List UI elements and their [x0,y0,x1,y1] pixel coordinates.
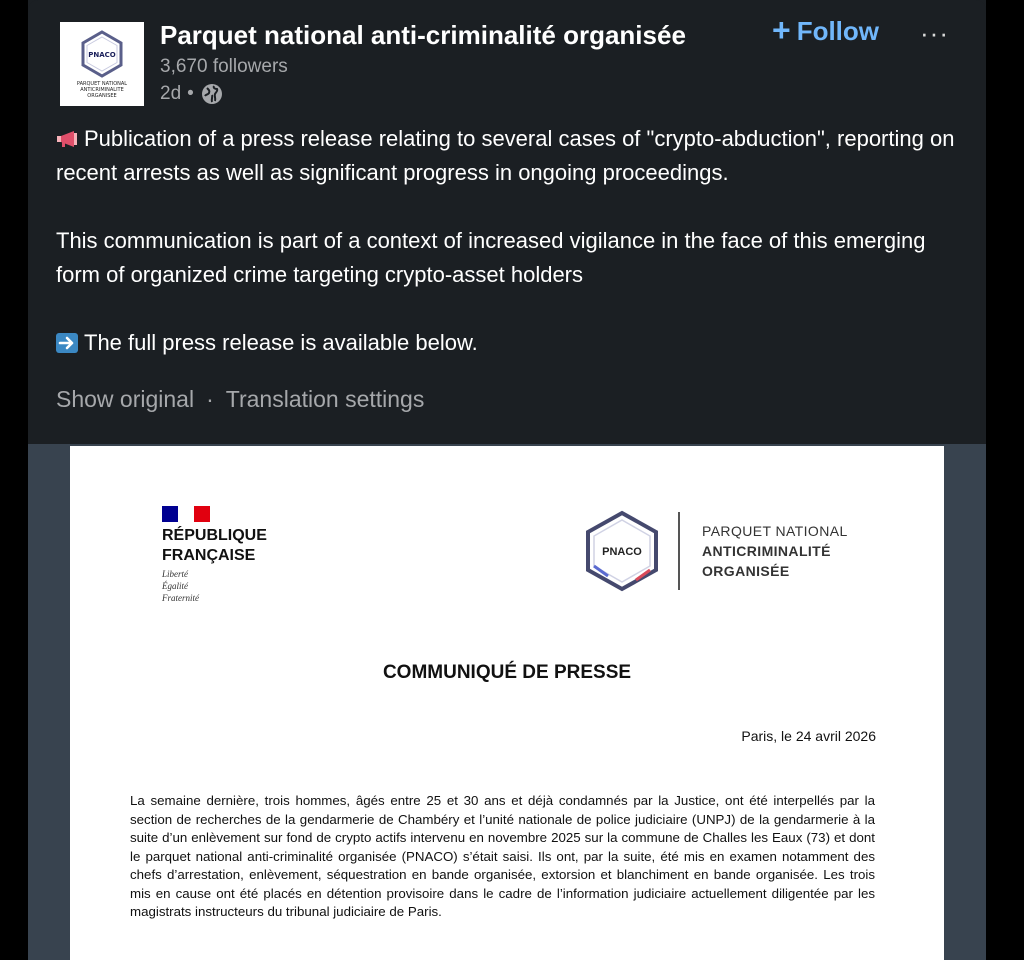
post-paragraph-3 [56,326,956,360]
megaphone-icon [56,129,78,149]
republique-francaise-logo [162,506,267,604]
press-release-title: COMMUNIQUÉ DE PRESSE [382,662,632,683]
republic-motto: Liberté Égalité Fraternité [162,569,199,603]
follow-label: Follow [796,16,880,46]
post-paragraph-1 [56,122,956,190]
post-time: 2d [160,83,182,104]
follow-button[interactable] [772,12,880,48]
press-release-body: La semaine dernière, trois hommes, âgés entre 25 et 30 ans et déjà condamnés par la Justice, ont été interpellés par la section de recherches de la gendarmerie de Chambéry et l’unité nationale de police judiciaire (UNPJ) de la gendarmerie à la suite d’un enlèvement sur fond de crypto actifs intervenu en novembre 2025 sur la commune de Challes les Eaux (73) et dont le parquet national anti-criminalité organisée (PNACO) s’était saisi. Ils ont, par la suite, été mis en examen notamment des chefs d’arrestation, enlèvement, séquestration en bande organisée, extorsion et blanchiment en bande organisée. Les trois mis en cause ont été placés en détention provisoire dans le cadre de l’information judiciaire actuellement diligentée par les magistrats instructeurs du tribunal judiciaire de Paris. [130,793,875,919]
org-logo[interactable] [60,22,144,106]
right-arrow-icon [56,333,78,353]
show-original-link[interactable]: Show original [56,386,195,412]
more-options-button[interactable] [920,18,949,49]
translation-settings-link[interactable]: Translation settings [225,386,425,412]
post-header-area [28,0,986,444]
pnaco-hexagon-icon [584,510,660,592]
pnaco-name: PARQUET NATIONAL ANTICRIMINALITÉ ORGANISÉE [702,523,848,579]
org-name[interactable]: Parquet national anti-criminalité organisée [160,20,686,50]
letterhead-divider [678,512,680,590]
meta-separator: • [187,83,194,104]
svg-text:PNACO: PNACO [602,546,642,558]
more-icon: ··· [920,18,949,48]
post-meta [160,82,224,106]
press-release-date: Paris, le 24 avril 2026 [741,728,876,744]
plus-icon: + [772,12,791,48]
republic-name: RÉPUBLIQUE FRANÇAISE [162,527,267,564]
post-paragraph-1-text: Publication of a press release relating to several cases of "crypto-abduction", reporting on recent arrests as well as significant progress in ongoing proceedings. [56,126,955,185]
logo-caption: PARQUET NATIONAL ANTICRIMINALITE ORGANISEE [76,81,128,99]
logo-initials: PNACO [88,51,116,59]
french-flag-icon [162,506,210,522]
post-body [56,122,956,360]
globe-icon [200,82,224,106]
dot-separator: · [206,386,214,412]
post-paragraph-2: This communication is part of a context of increased vigilance in the face of this emerging form of organized crime targeting crypto-asset holders [56,228,926,287]
pnaco-letterhead [584,506,874,596]
feed-post-card [28,0,986,960]
translation-row [56,386,424,413]
follower-count: 3,670 followers [160,56,288,77]
pnaco-logo-icon [79,29,125,79]
document-page[interactable] [70,446,944,960]
post-paragraph-3-text: The full press release is available below. [84,330,478,355]
